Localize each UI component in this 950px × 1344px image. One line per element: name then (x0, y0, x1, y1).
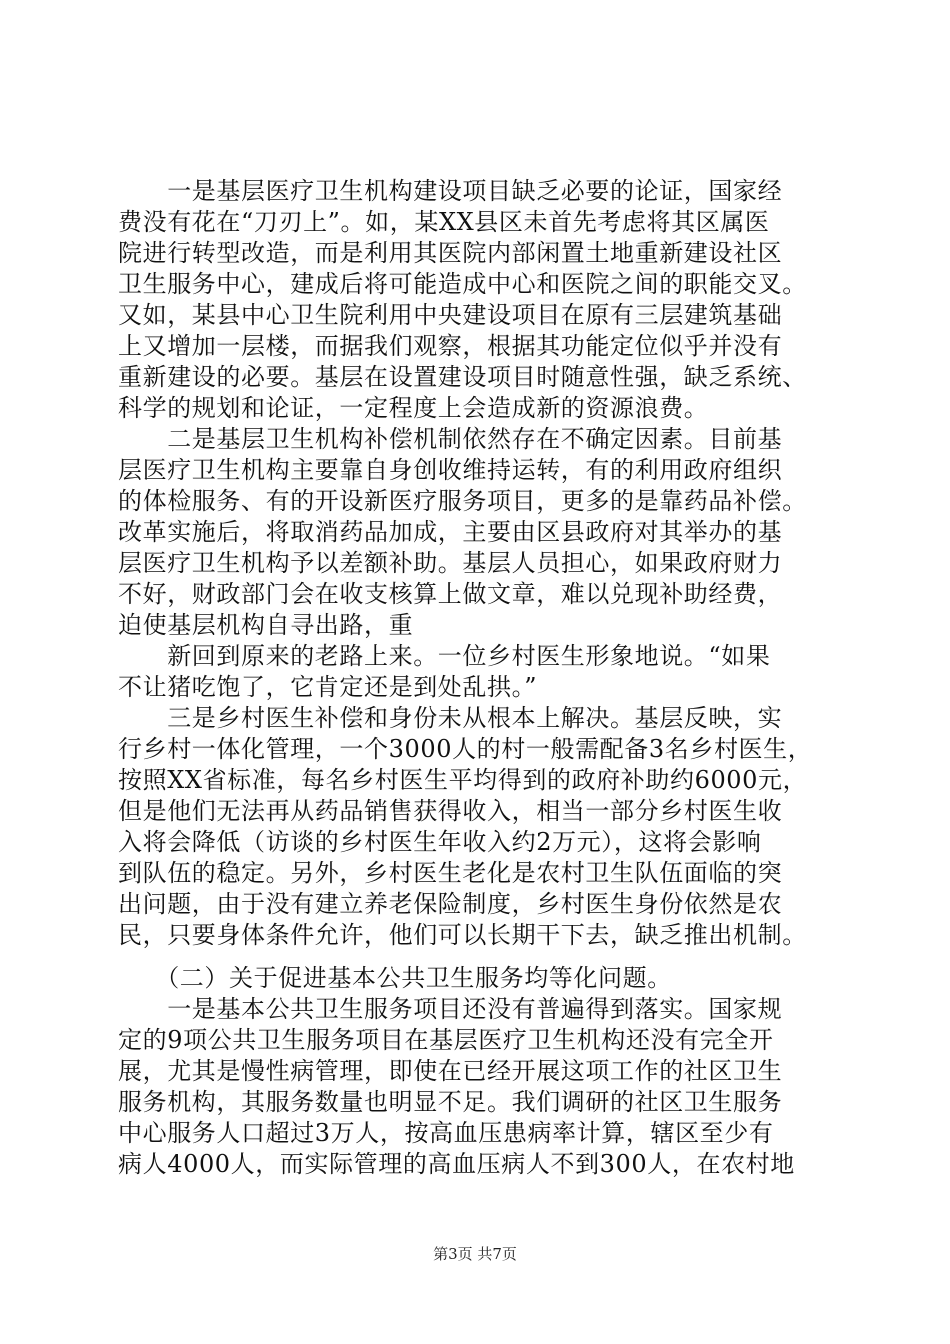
text-line: 但是他们无法再从药品销售获得收入，相当一部分乡村医生收 (118, 797, 783, 825)
text-line: 二是基层卫生机构补偿机制依然存在不确定因素。目前基 (118, 425, 783, 453)
page-footer: 第3页 共7页 (433, 1245, 517, 1263)
text-line: 又如，某县中心卫生院利用中央建设项目在原有三层建筑基础 (118, 301, 783, 329)
text-line: 服务机构，其服务数量也明显不足。我们调研的社区卫生服务 (118, 1088, 783, 1116)
text-line: 层医疗卫生机构予以差额补助。基层人员担心，如果政府财力 (118, 549, 783, 577)
text-line: 层医疗卫生机构主要靠自身创收维持运转，有的利用政府组织 (118, 456, 783, 484)
text-line: 中心服务人口超过3万人，按高血压患病率计算，辖区至少有 (118, 1119, 774, 1147)
text-line: 院进行转型改造，而是利用其医院内部闲置土地重新建设社区 (118, 239, 783, 267)
text-line: 到队伍的稳定。另外，乡村医生老化是农村卫生队伍面临的突 (118, 859, 783, 887)
text-line: 定的9项公共卫生服务项目在基层医疗卫生机构还没有完全开 (118, 1026, 774, 1054)
text-line: 卫生服务中心，建成后将可能造成中心和医院之间的职能交叉。 (118, 270, 807, 298)
text-line: 民，只要身体条件允许，他们可以长期干下去，缺乏推出机制。 (118, 921, 807, 949)
text-line: 改革实施后，将取消药品加成，主要由区县政府对其举办的基 (118, 518, 783, 546)
text-line: 重新建设的必要。基层在设置建设项目时随意性强，缺乏系统、 (118, 363, 807, 391)
text-line: 不好，财政部门会在收支核算上做文章，难以兑现补助经费， (118, 580, 783, 608)
text-line: 不让猪吃饱了，它肯定还是到处乱拱。” (118, 673, 538, 701)
text-line: 新回到原来的老路上来。一位乡村医生形象地说。“如果 (118, 642, 771, 670)
text-line: 入将会降低（访谈的乡村医生年收入约2万元），这将会影响 (118, 828, 762, 856)
text-line: 迫使基层机构自寻出路，重 (118, 611, 414, 639)
text-line: 出问题，由于没有建立养老保险制度，乡村医生身份依然是农 (118, 890, 783, 918)
text-line: 按照XX省标准，每名乡村医生平均得到的政府补助约6000元， (118, 766, 808, 794)
text-line: 的体检服务、有的开设新医疗服务项目，更多的是靠药品补偿。 (118, 487, 807, 515)
text-line: 病人4000人，而实际管理的高血压病人不到300人，在农村地 (118, 1150, 795, 1178)
text-line: 科学的规划和论证，一定程度上会造成新的资源浪费。 (118, 394, 709, 422)
text-line: 三是乡村医生补偿和身份未从根本上解决。基层反映，实 (118, 704, 783, 732)
section-heading: （二）关于促进基本公共卫生服务均等化问题。 (118, 964, 672, 992)
text-line: 行乡村一体化管理，一个3000人的村一般需配备3名乡村医生， (118, 735, 813, 763)
text-line: 费没有花在“刀刃上”。如，某XX县区未首先考虑将其区属医 (118, 208, 770, 236)
text-line: 一是基本公共卫生服务项目还没有普遍得到落实。国家规 (118, 995, 783, 1023)
text-line: 上又增加一层楼，而据我们观察，根据其功能定位似乎并没有 (118, 332, 783, 360)
text-line: 展，尤其是慢性病管理，即使在已经开展这项工作的社区卫生 (118, 1057, 783, 1085)
text-line: 一是基层医疗卫生机构建设项目缺乏必要的论证，国家经 (118, 177, 783, 205)
